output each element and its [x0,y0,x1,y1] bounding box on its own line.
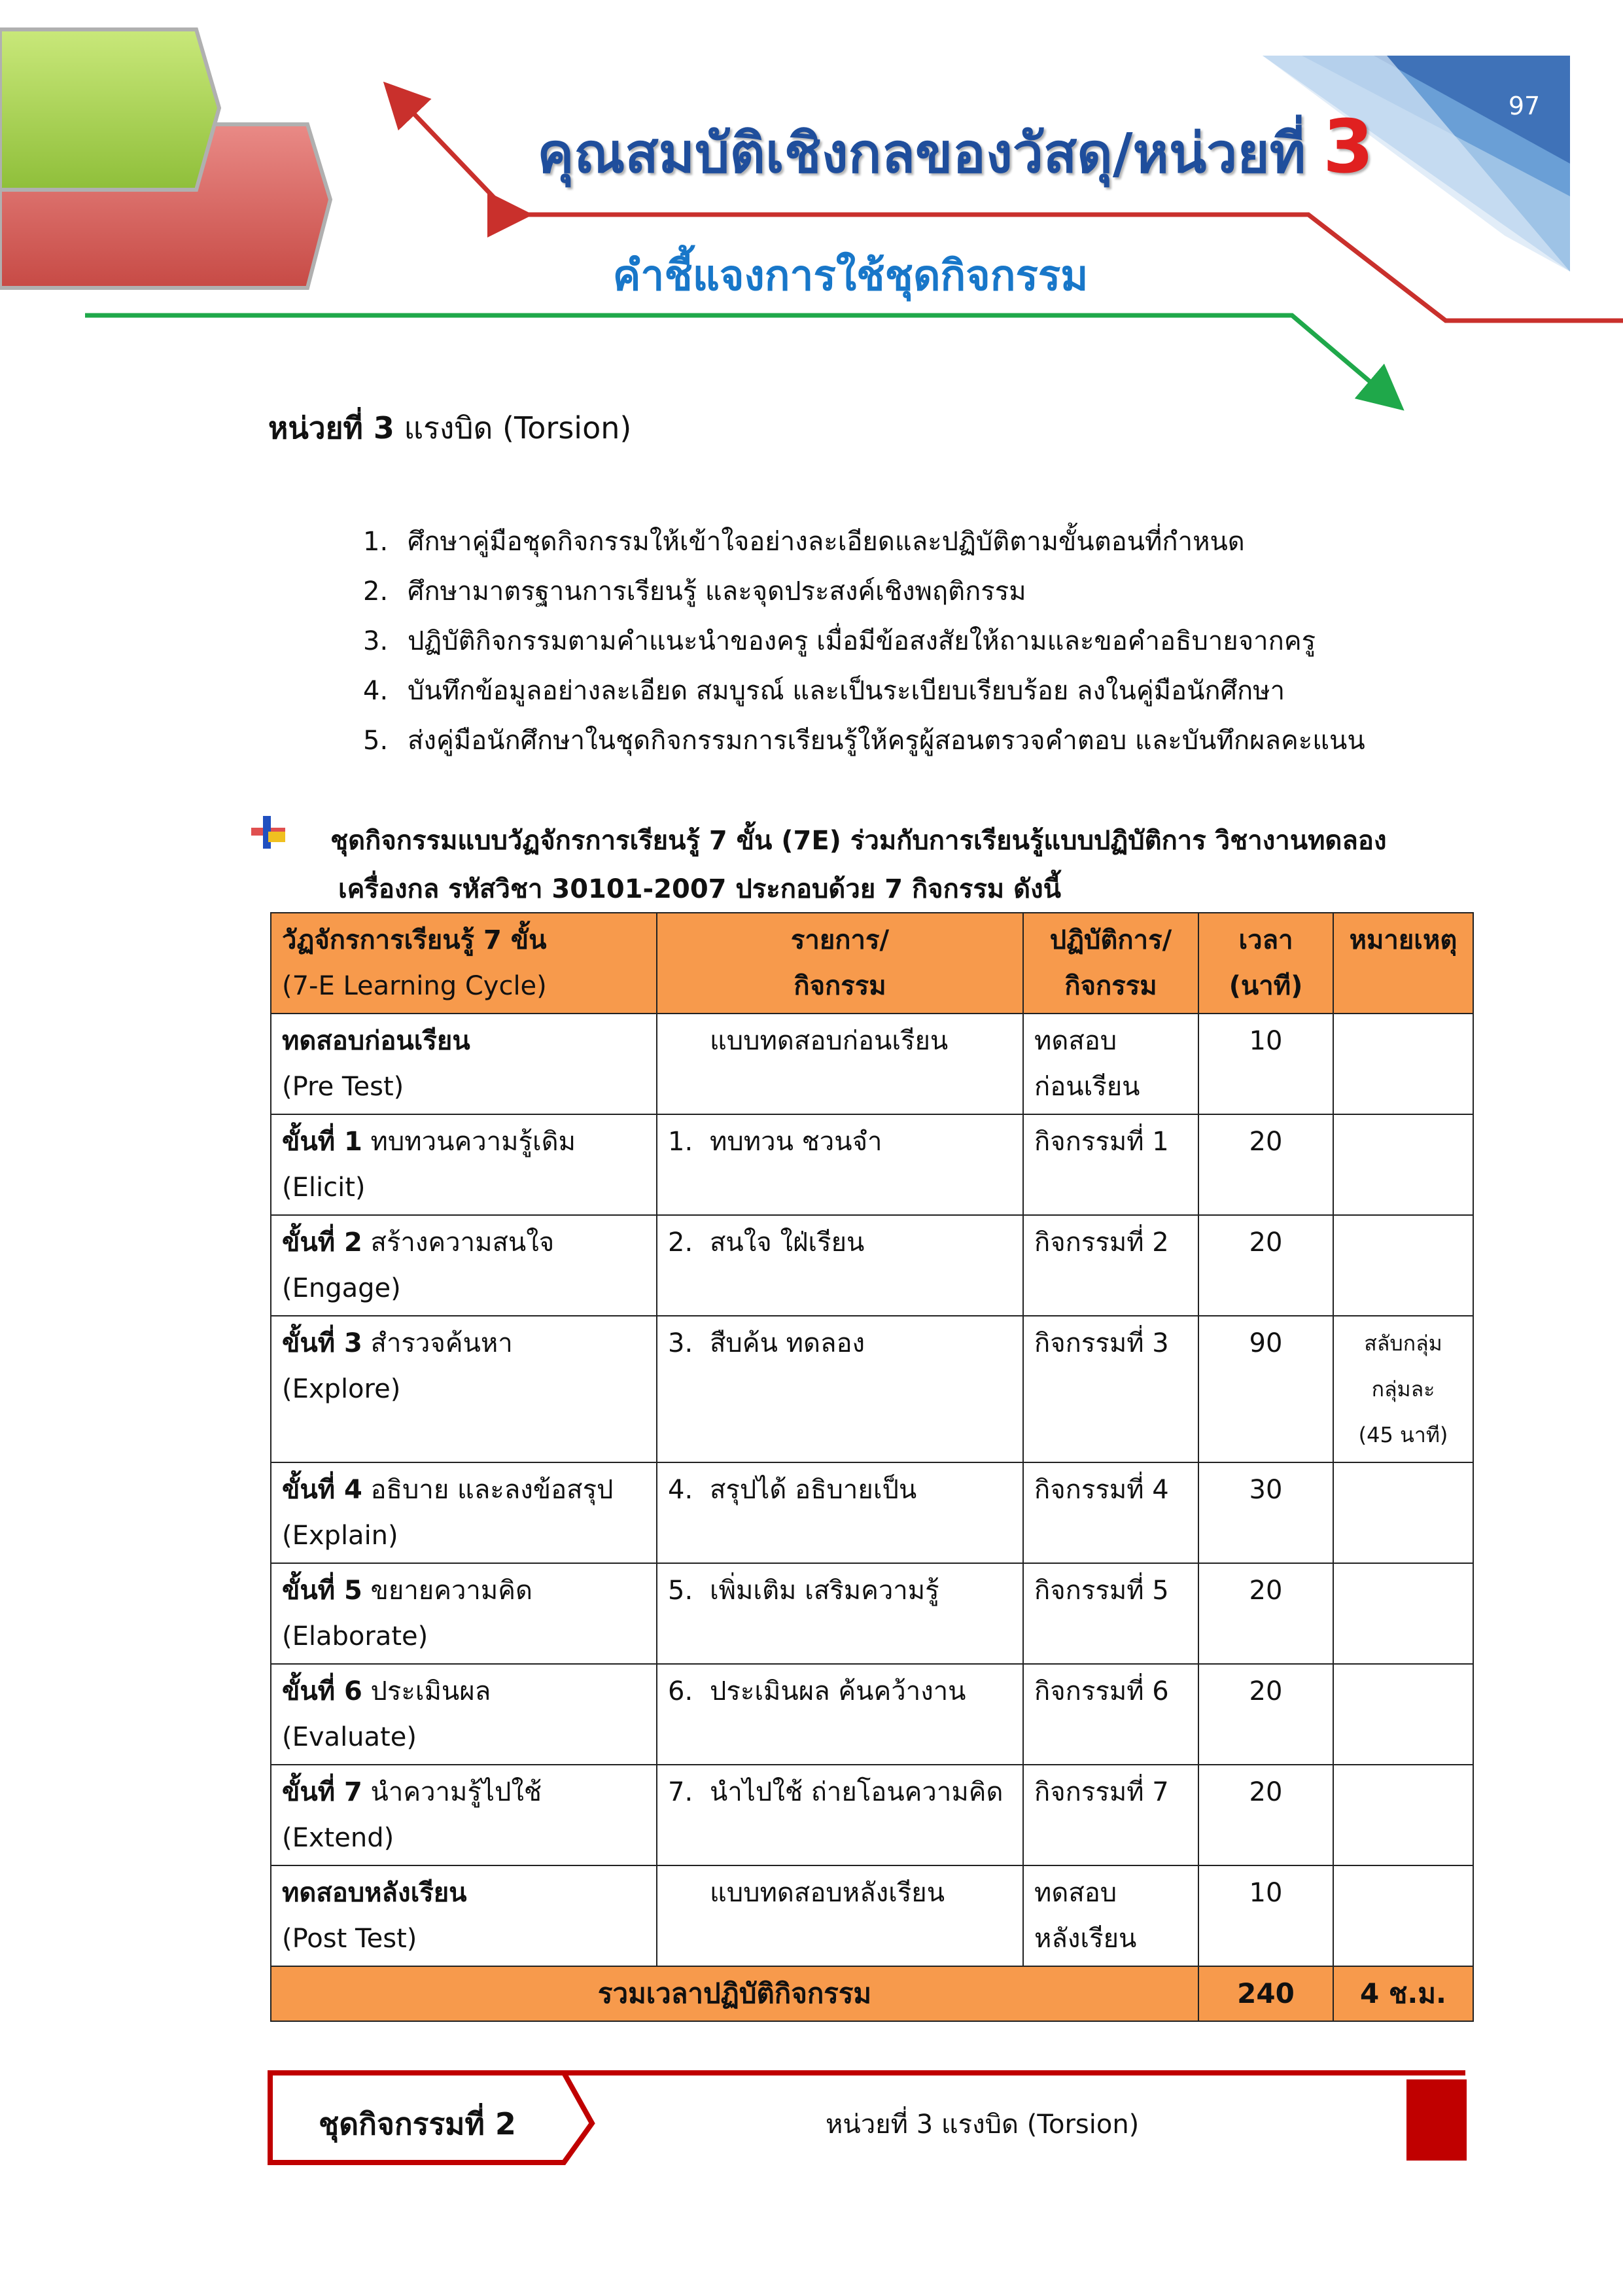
step-english: (Explore) [282,1374,401,1404]
table-row [271,1014,1473,1114]
unit-heading-label: หน่วยที่ 3 [268,410,394,446]
item-text: สรุปได้ อธิบายเป็น [710,1475,917,1505]
instruction-number: 3. [363,626,389,656]
table-total-row [271,1966,1473,2021]
practice-line2: หลังเรียน [1034,1924,1137,1954]
item-cell [657,1865,1023,1966]
header-item-line1: รายการ/ [790,925,890,955]
instruction-text: ส่งคู่มือนักศึกษาในชุดกิจกรรมการเรียนรู้ให้ครูผู้สอนตรวจคำตอบ และบันทึกผลคะแนน [408,726,1365,756]
step-english: (Post Test) [282,1924,417,1954]
step-name: นำความรู้ไปใช้ [370,1777,542,1807]
minutes-cell: 20 [1198,1765,1333,1865]
practice-cell [1023,1865,1198,1966]
minutes-cell: 30 [1198,1462,1333,1563]
step-label: ทดสอบหลังเรียน [282,1878,467,1908]
note-cell [1333,1664,1473,1765]
instruction-number: 1. [363,527,389,557]
table-row [271,1865,1473,1966]
step-label: ขั้นที่ 6 [282,1676,362,1706]
corner-arrow-shapes [0,29,330,288]
cycle-cell [271,1664,657,1765]
step-english: (Engage) [282,1273,401,1303]
step-label: ขั้นที่ 4 [282,1475,362,1505]
note-cell [1333,1462,1473,1563]
page-title [458,105,1374,196]
practice-line1: ทดสอบ [1034,1878,1117,1908]
cycle-cell [271,1316,657,1462]
step-name: สร้างความสนใจ [370,1227,555,1258]
minutes-cell: 10 [1198,1014,1333,1114]
practice-line1: กิจกรรมที่ 3 [1034,1328,1169,1358]
header-item [657,913,1023,1014]
header-time [1198,913,1333,1014]
item-text: ทบทวน ชวนจำ [710,1127,882,1157]
item-number: 5. [668,1576,693,1606]
practice-cell [1023,1462,1198,1563]
table-row [271,1765,1473,1865]
item-text: สนใจ ใฝ่เรียน [710,1227,865,1258]
step-english: (Pre Test) [282,1072,404,1102]
total-label: รวมเวลาปฏิบัติกิจกรรม [271,1966,1198,2021]
practice-cell [1023,1014,1198,1114]
item-number: 7. [668,1777,693,1807]
item-cell [657,1765,1023,1865]
practice-line1: กิจกรรมที่ 1 [1034,1127,1169,1157]
instruction-number: 2. [363,576,389,607]
unit-heading [268,404,631,452]
total-minutes: 240 [1198,1966,1333,2021]
step-label: ขั้นที่ 2 [282,1227,362,1258]
bullet-cross-icon [249,815,288,851]
note-cell [1333,1316,1473,1462]
practice-cell [1023,1114,1198,1215]
step-label: ทดสอบก่อนเรียน [282,1026,470,1056]
header-item-line2: กิจกรรม [794,971,886,1001]
instruction-list [363,517,1488,766]
step-label: ขั้นที่ 3 [282,1328,362,1358]
note-cell [1333,1114,1473,1215]
activity-intro [330,817,1482,913]
instruction-item [363,567,1488,616]
page-title-text: คุณสมบัติเชิงกลของวัสดุ/หน่วยที่ [537,121,1306,185]
header-time-line1: เวลา [1238,925,1293,955]
practice-line1: กิจกรรมที่ 5 [1034,1576,1169,1606]
item-text: แบบทดสอบหลังเรียน [710,1878,945,1908]
item-text: สืบค้น ทดลอง [710,1328,865,1358]
instruction-item [363,616,1488,666]
item-text: เพิ่มเติม เสริมความรู้ [710,1576,939,1606]
table-header-row [271,913,1473,1014]
cycle-cell [271,1765,657,1865]
cycle-cell [271,1462,657,1563]
item-cell [657,1014,1023,1114]
item-number: 6. [668,1676,693,1706]
minutes-cell: 20 [1198,1664,1333,1765]
step-name: สำรวจค้นหา [370,1328,513,1358]
table-row [271,1563,1473,1664]
table-row [271,1462,1473,1563]
minutes-cell: 90 [1198,1316,1333,1462]
step-english: (Elaborate) [282,1621,428,1651]
minutes-cell: 20 [1198,1563,1333,1664]
unit-heading-name: แรงบิด (Torsion) [404,410,632,446]
note-cell [1333,1014,1473,1114]
note-cell [1333,1765,1473,1865]
practice-cell [1023,1664,1198,1765]
cycle-cell [271,1563,657,1664]
item-text: นำไปใช้ ถ่ายโอนความคิด [710,1777,1003,1807]
cycle-cell [271,1215,657,1316]
header-cycle-line2: (7-E Learning Cycle) [282,971,547,1001]
table-row [271,1664,1473,1765]
step-name: ประเมินผล [370,1676,491,1706]
practice-cell [1023,1765,1198,1865]
practice-cell [1023,1563,1198,1664]
step-label: ขั้นที่ 5 [282,1576,362,1606]
step-label: ขั้นที่ 1 [282,1127,362,1157]
note-cell [1333,1865,1473,1966]
instruction-item [363,716,1488,766]
note-cell [1333,1215,1473,1316]
header-time-line2: (นาที) [1229,971,1303,1001]
practice-line1: กิจกรรมที่ 2 [1034,1227,1169,1258]
activity-intro-line1: ชุดกิจกรรมแบบวัฏจักรการเรียนรู้ 7 ขั้น (7E) ร่วมกับการเรียนรู้แบบปฏิบัติการ วิชางานทดลอง [330,826,1387,856]
page-subtitle: คำชี้แจงการใช้ชุดกิจกรรม [612,252,1089,300]
step-english: (Evaluate) [282,1722,417,1752]
header-practice [1023,913,1198,1014]
practice-line1: กิจกรรมที่ 4 [1034,1475,1169,1505]
cycle-cell [271,1865,657,1966]
item-text: ประเมินผล ค้นคว้างาน [710,1676,966,1706]
header-note: หมายเหตุ [1333,913,1473,1014]
note-cell [1333,1563,1473,1664]
note-line3: (45 นาที) [1358,1422,1448,1447]
instruction-number: 4. [363,676,389,706]
instruction-text: ศึกษามาตรฐานการเรียนรู้ และจุดประสงค์เชิงพฤติกรรม [408,576,1026,607]
item-cell [657,1215,1023,1316]
unit-number: 3 [1323,105,1374,190]
instruction-number: 5. [363,726,389,756]
table-row [271,1114,1473,1215]
footer-activity-label: ชุดกิจกรรมที่ 2 [319,2106,516,2142]
table-row [271,1316,1473,1462]
instruction-text: ปฏิบัติกิจกรรมตามคำแนะนำของครู เมื่อมีข้อสงสัยให้ถามและขอคำอธิบายจากครู [408,626,1316,656]
activity-intro-line2: เครื่องกล รหัสวิชา 30101-2007 ประกอบด้วย 7 กิจกรรม ดังนี้ [338,874,1061,904]
header-practice-line2: กิจกรรม [1064,971,1157,1001]
table-row [271,1215,1473,1316]
step-name: ขยายความคิด [370,1576,532,1606]
step-english: (Extend) [282,1823,394,1853]
instruction-item [363,666,1488,716]
step-name: อธิบาย และลงข้อสรุป [370,1475,614,1505]
cycle-cell [271,1014,657,1114]
item-cell [657,1462,1023,1563]
practice-line2: ก่อนเรียน [1034,1072,1140,1102]
item-text: แบบทดสอบก่อนเรียน [710,1026,949,1056]
footer-unit: หน่วยที่ 3 แรงบิด (Torsion) [826,2110,1140,2140]
header-cycle [271,913,657,1014]
item-cell [657,1316,1023,1462]
practice-cell [1023,1316,1198,1462]
item-number: 1. [668,1127,693,1157]
note-line2: กลุ่มละ [1371,1377,1435,1402]
instruction-item [363,517,1488,567]
minutes-cell: 10 [1198,1865,1333,1966]
minutes-cell: 20 [1198,1114,1333,1215]
item-cell [657,1664,1023,1765]
header-cycle-line1: วัฏจักรการเรียนรู้ 7 ขั้น [282,925,547,955]
practice-cell [1023,1215,1198,1316]
instruction-text: ศึกษาคู่มือชุดกิจกรรมให้เข้าใจอย่างละเอียดและปฏิบัติตามขั้นตอนที่กำหนด [408,527,1245,557]
page-number: 97 [1508,92,1541,120]
practice-line1: กิจกรรมที่ 7 [1034,1777,1169,1807]
practice-line1: กิจกรรมที่ 6 [1034,1676,1169,1706]
practice-line1: ทดสอบ [1034,1026,1117,1056]
step-english: (Explain) [282,1521,398,1551]
step-name: ทบทวนความรู้เดิม [370,1127,576,1157]
header-practice-line1: ปฏิบัติการ/ [1049,925,1172,955]
cycle-cell [271,1114,657,1215]
activity-table [270,912,1474,2022]
minutes-cell: 20 [1198,1215,1333,1316]
step-english: (Elicit) [282,1173,366,1203]
item-number: 2. [668,1227,693,1258]
instruction-text: บันทึกข้อมูลอย่างละเอียด สมบูรณ์ และเป็นระเบียบเรียบร้อย ลงในคู่มือนักศึกษา [408,676,1285,706]
item-number: 4. [668,1475,693,1505]
step-label: ขั้นที่ 7 [282,1777,362,1807]
note-line1: สลับกลุ่ม [1364,1331,1442,1356]
item-cell [657,1114,1023,1215]
total-hours: 4 ช.ม. [1333,1966,1473,2021]
item-cell [657,1563,1023,1664]
item-number: 3. [668,1328,693,1358]
